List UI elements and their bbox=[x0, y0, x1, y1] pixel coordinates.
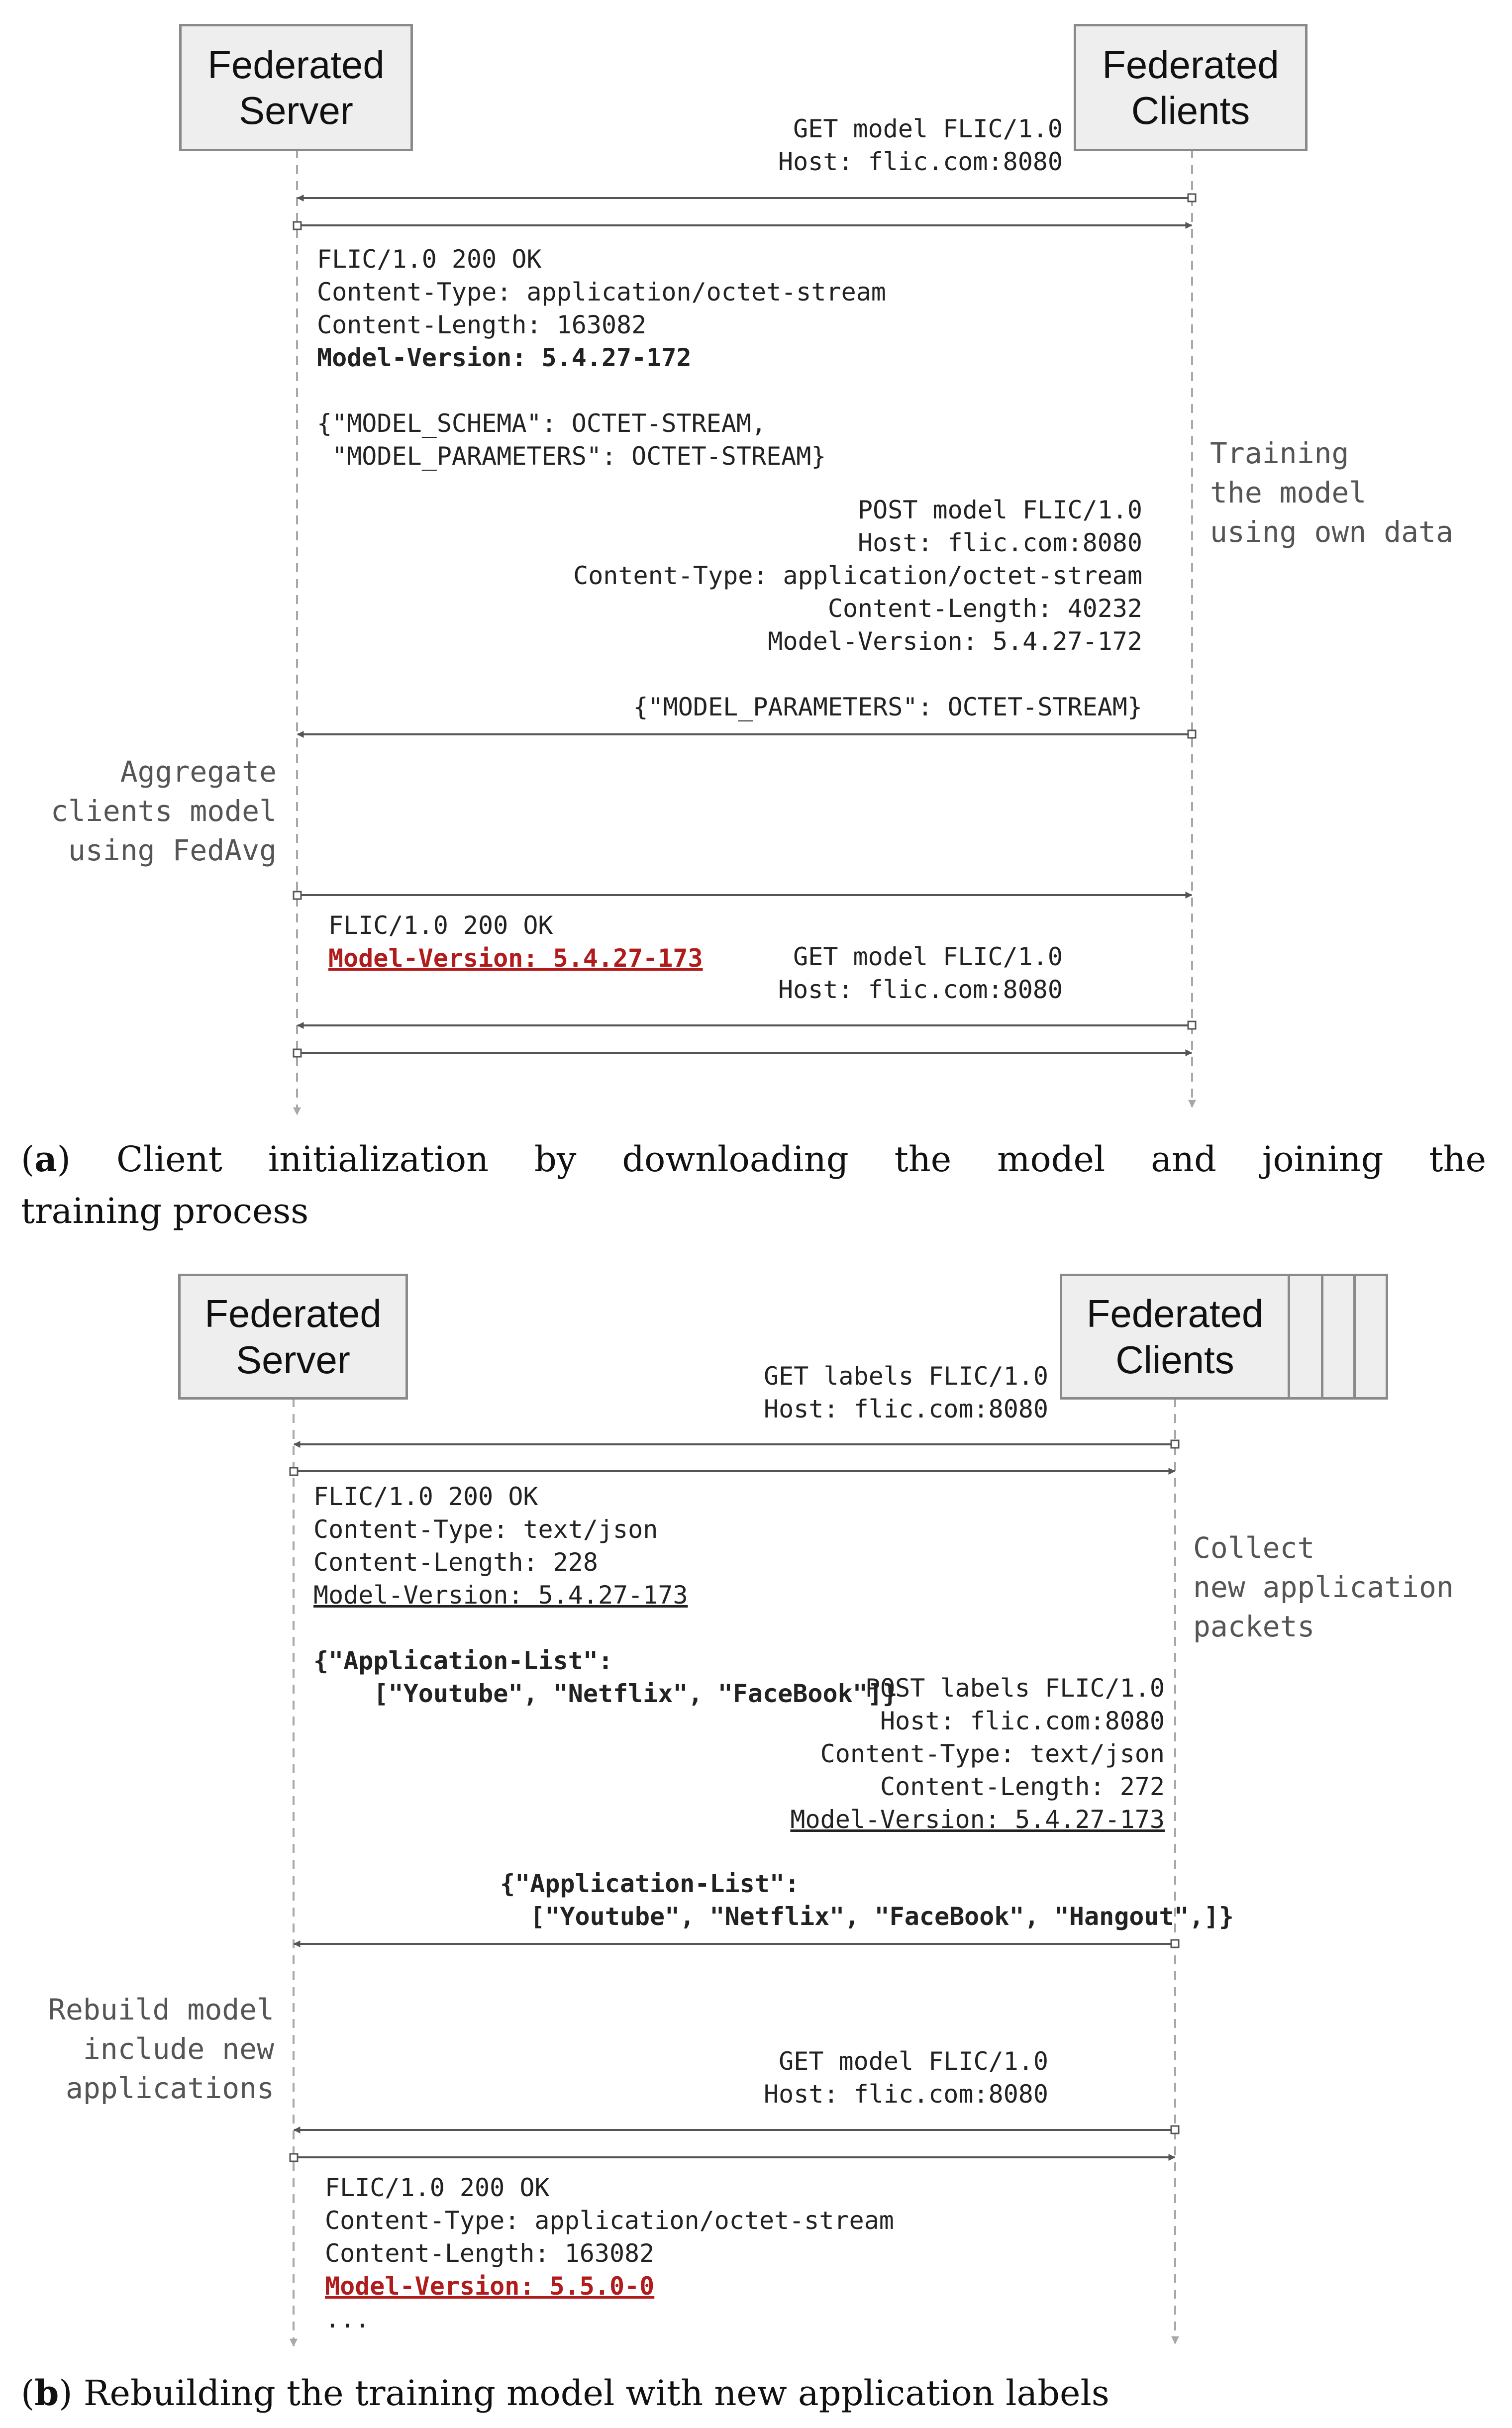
clients-box-a bbox=[1074, 24, 1308, 151]
clients-title-line1: Federated bbox=[1102, 42, 1279, 87]
server-title-line2: Server bbox=[239, 89, 353, 132]
arrow-a2-model-response bbox=[294, 222, 1192, 229]
note-rebuild-model: Rebuild model include new applications bbox=[48, 1993, 274, 2105]
arrow-a4-new-version bbox=[294, 892, 1192, 899]
message-a1-get-model: GET model FLIC/1.0 Host: flic.com:8080 bbox=[778, 114, 1063, 176]
server-box-a bbox=[179, 24, 413, 151]
arrow-a5-get-model bbox=[298, 1021, 1196, 1029]
arrow-a1-get-model bbox=[298, 194, 1196, 202]
arrow-a6-response bbox=[294, 1049, 1192, 1057]
clients-title-line2: Clients bbox=[1115, 1337, 1234, 1382]
message-b3-post-body: {"Application-List": ["Youtube", "Netflix", "FaceBook", "Hangout",]} bbox=[500, 1869, 1234, 1931]
message-a3-post-model: POST model FLIC/1.0 Host: flic.com:8080 Content-Type: application/octet-stream Content-Length: 40232 Model-Version: 5.4.27-172 {"MODEL_PARAMETERS": OCTET-STREAM} bbox=[573, 496, 1142, 721]
caption-b: (b) Rebuilding the training model with new application labels bbox=[21, 2372, 1109, 2414]
caption-a-line1: (a) Client initialization by downloading the model and joining the bbox=[21, 1138, 1486, 1180]
message-b2-labels-response: FLIC/1.0 200 OK Content-Type: text/json Content-Length: 228 Model-Version: 5.4.27-173 {"Application-List": ["Youtube", "Netflix", "FaceBook"]} bbox=[313, 1482, 898, 1708]
clients-title-line2: Clients bbox=[1131, 89, 1250, 132]
arrow-a3-post-model bbox=[298, 730, 1196, 738]
note-aggregate-clients-model: Aggregate clients model using FedAvg bbox=[51, 755, 277, 867]
message-a2-model-response: FLIC/1.0 200 OK Content-Type: application/octet-stream Content-Length: 163082 Model-Version: 5.4.27-172 {"MODEL_SCHEMA": OCTET-STREAM, "MODEL_PARAMETERS": OCTET-STREAM} bbox=[317, 245, 886, 471]
caption-a-line2: training process bbox=[21, 1191, 309, 1231]
message-b5-model-response: FLIC/1.0 200 OK Content-Type: application/octet-stream Content-Length: 163082 Model-Version: 5.5.0-0 ... bbox=[325, 2173, 894, 2333]
arrow-b1-get-labels bbox=[294, 1440, 1179, 1448]
note-training-the-model: Training the model using own data bbox=[1210, 436, 1453, 549]
note-collect-new-application-packets: Collect new application packets bbox=[1193, 1531, 1454, 1643]
server-box-b bbox=[178, 1274, 408, 1400]
arrow-b2-labels-response bbox=[290, 1468, 1175, 1475]
arrow-b3-post-labels bbox=[294, 1940, 1179, 1947]
clients-title-line1: Federated bbox=[1086, 1292, 1264, 1336]
server-title-line2: Server bbox=[236, 1337, 350, 1382]
server-title-line1: Federated bbox=[204, 1292, 382, 1336]
server-title-line1: Federated bbox=[207, 42, 385, 87]
arrow-b5-model-response bbox=[290, 2154, 1175, 2161]
message-b3-post-labels: POST labels FLIC/1.0 Host: flic.com:8080 Content-Type: text/json Content-Length: 272 Model-Version: 5.4.27-173 bbox=[790, 1674, 1165, 1834]
clients-box-b bbox=[1060, 1274, 1290, 1400]
arrow-b4-get-model bbox=[294, 2126, 1179, 2133]
message-b1-get-labels: GET labels FLIC/1.0 Host: flic.com:8080 bbox=[764, 1362, 1048, 1423]
message-a4-new-version: FLIC/1.0 200 OK Model-Version: 5.4.27-173 bbox=[328, 911, 703, 973]
message-a5-get-model: GET model FLIC/1.0 Host: flic.com:8080 bbox=[778, 942, 1063, 1004]
message-b4-get-model: GET model FLIC/1.0 Host: flic.com:8080 bbox=[764, 2047, 1048, 2109]
